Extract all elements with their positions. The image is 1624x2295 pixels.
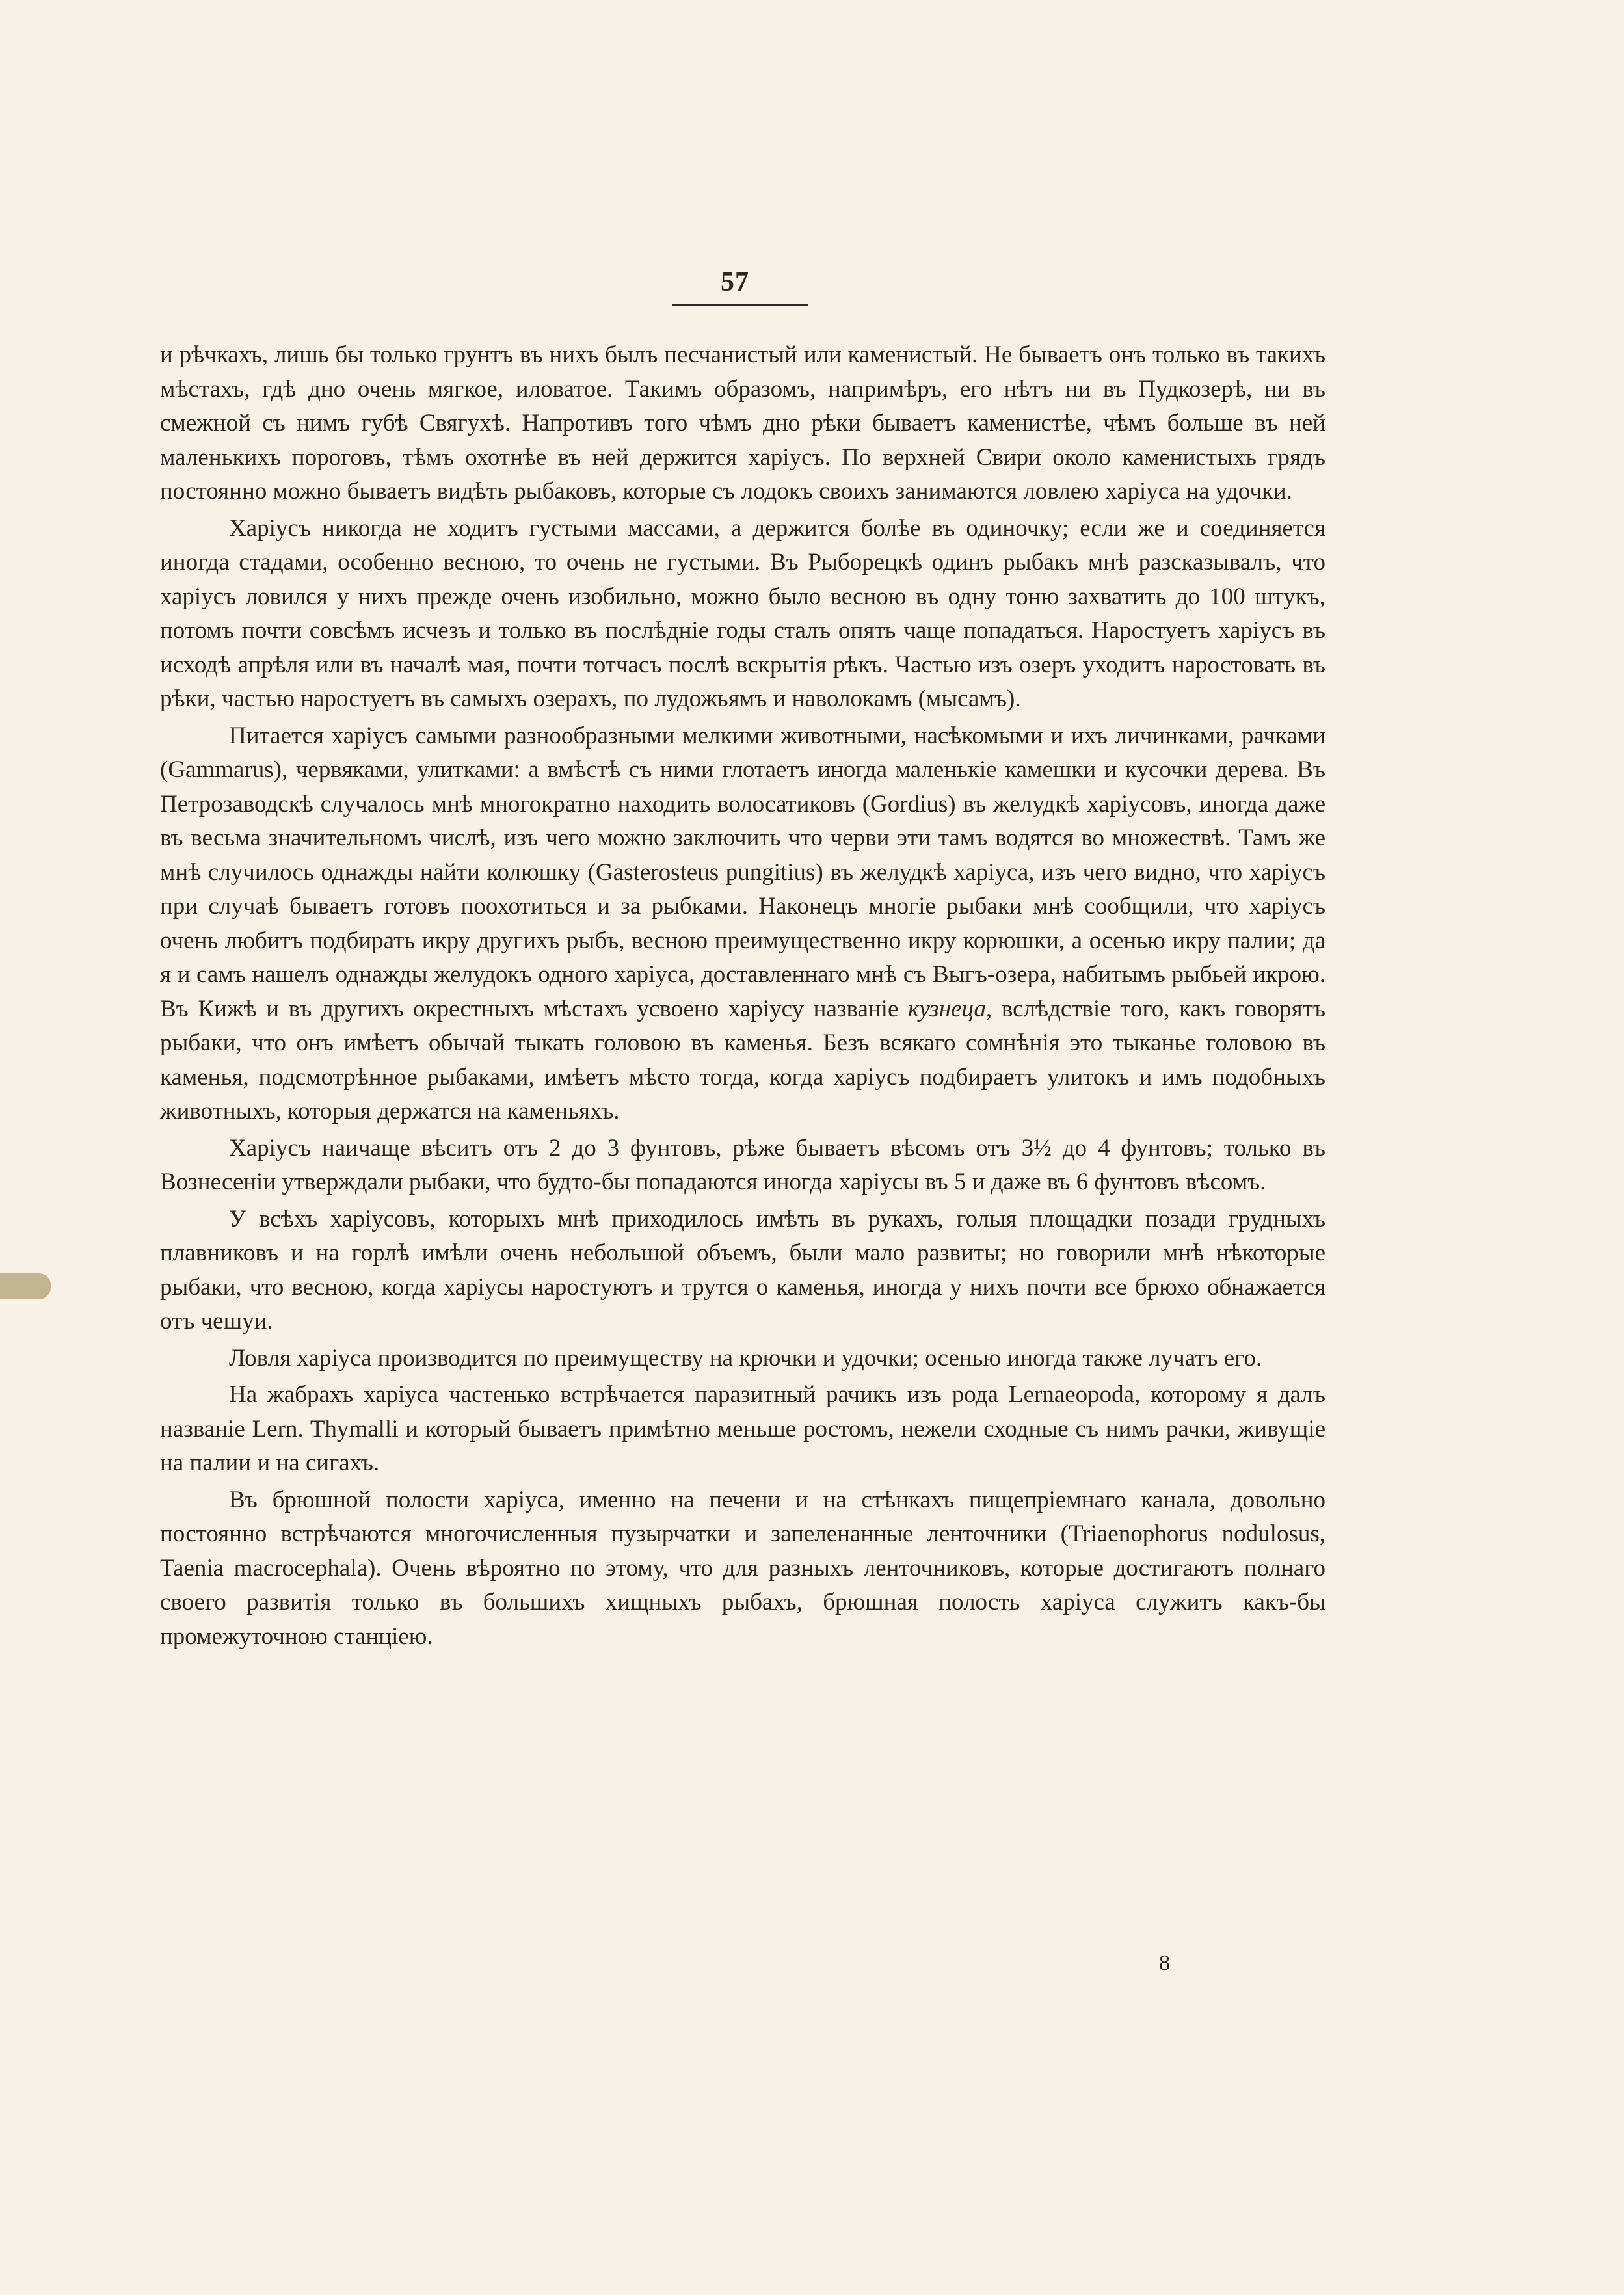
page-number: 57 [721, 267, 749, 297]
paragraph: На жабрахъ харіуса частенько встрѣчается паразитный рачикъ изъ рода Lernaeopoda, которому я далъ названіе Lern. Thymalli и который бываетъ примѣтно меньше ростомъ, нежели сходные съ нимъ рачки, живущіе на палии и на сигахъ. [160, 1381, 1325, 1476]
paragraph [160, 719, 1325, 1129]
margin-stain [0, 1273, 51, 1299]
italic-term: кузнеца [908, 995, 986, 1022]
paragraph: Въ брюшной полости харіуса, именно на печени и на стѣнкахъ пищепріемнаго канала, довольно постоянно встрѣчаются многочисленныя пузырчатки и запеленанные ленточники (Triaenophorus nodulosus, Taenia macrocephala). Очень вѣроятно по этому, что для разныхъ ленточниковъ, которые достигаютъ полнаго своего развитія только въ большихъ хищныхъ рыбахъ, брюшная полость харіуса служитъ какъ-бы промежуточною станціею. [160, 1486, 1325, 1650]
paragraph: Харіусъ никогда не ходитъ густыми массами, а держится болѣе въ одиночку; если же и соединяется иногда стадами, особенно весною, то очень не густыми. Въ Рыборецкѣ одинъ рыбакъ мнѣ разсказывалъ, что харіусъ ловился у нихъ прежде очень изобильно, можно было весною въ одну тоню захватить до 100 штукъ, потомъ почти совсѣмъ исчезъ и только въ послѣдніе годы сталъ опять чаще попадаться. Наростуетъ харіусъ въ исходѣ апрѣля или въ началѣ мая, почти тотчасъ послѣ вскрытія рѣкъ. Частью изъ озеръ уходитъ наростовать въ рѣки, частью наростуетъ въ самыхъ озерахъ, по лудожьямъ и наволокамъ (мысамъ). [160, 514, 1325, 712]
body-text [160, 338, 1325, 1656]
page-number-rule [672, 304, 808, 306]
signature-mark: 8 [1159, 1951, 1170, 1975]
paragraph: и рѣчкахъ, лишь бы только грунтъ въ нихъ былъ песчанистый или каменистый. Не бываетъ онъ только въ такихъ мѣстахъ, гдѣ дно очень мягкое, иловатое. Такимъ образомъ, напримѣръ, его нѣтъ ни въ Пудкозерѣ, ни въ смежной съ нимъ губѣ Свягухѣ. Напротивъ того чѣмъ дно рѣки бываетъ каменистѣе, чѣмъ больше въ ней маленькихъ пороговъ, тѣмъ охотнѣе въ ней держится харіусъ. По верхней Свири около каменистыхъ грядъ постоянно можно бываетъ видѣть рыбаковъ, которые съ лодокъ своихъ занимаются ловлею харіуса на удочки. [160, 341, 1325, 505]
paragraph: Харіусъ наичаще вѣситъ отъ 2 до 3 фунтовъ, рѣже бываетъ вѣсомъ отъ 3½ до 4 фунтовъ; только въ Вознесеніи утверждали рыбаки, что будто-бы попадаются иногда харіусы въ 5 и даже въ 6 фунтовъ вѣсомъ. [160, 1134, 1325, 1195]
paragraph: У всѣхъ харіусовъ, которыхъ мнѣ приходилось имѣть въ рукахъ, голыя площадки позади грудныхъ плавниковъ и на горлѣ имѣли очень небольшой объемъ, были мало развиты; но говорили мнѣ нѣкоторые рыбаки, что весною, когда харіусы наростуютъ и трутся о каменья, иногда у нихъ почти все брюхо обнажается отъ чешуи. [160, 1205, 1325, 1334]
paragraph-text: Питается харіусъ самыми разнообразными мелкими животными, насѣкомыми и ихъ личинками, рачками (Gammarus), червяками, улитками: а вмѣстѣ съ ними глотаетъ иногда маленькіе камешки и кусочки дерева. Въ Петрозаводскѣ случалось мнѣ многократно находить волосатиковъ (Gordius) въ желудкѣ харіусовъ, иногда даже въ весьма значительномъ числѣ, изъ чего можно заключить что черви эти тамъ водятся во множествѣ. Тамъ же мнѣ случилось однажды найти колюшку (Gasterosteus pungitius) въ желудкѣ харіуса, изъ чего видно, что харіусъ при случаѣ бываетъ готовъ поохотиться и за рыбками. Наконецъ многіе рыбаки мнѣ сообщили, что харіусъ очень любитъ подбирать икру другихъ рыбъ, весною преимущественно икру корюшки, а осенью икру палии; да я и самъ нашелъ однажды желудокъ одного харіуса, доставленнаго мнѣ съ Выгъ-озера, набитымъ рыбьей икрою. Въ Кижѣ и въ другихъ окрестныхъ мѣстахъ усвоено харіусу названіе [160, 722, 1325, 1022]
paragraph: Ловля харіуса производится по преимуществу на крючки и удочки; осенью иногда также лучатъ его. [229, 1344, 1262, 1372]
paragraph-text: , вслѣдствіе того, какъ говорятъ рыбаки, что онъ имѣетъ обычай тыкать головою въ каменья. Безъ всякаго сомнѣнія это тыканье головою въ каменья, подсмотрѣнное рыбаками, имѣетъ мѣсто тогда, когда харіусъ подбираетъ улитокъ и имъ подобныхъ животныхъ, которыя держатся на каменьяхъ. [160, 995, 1325, 1124]
